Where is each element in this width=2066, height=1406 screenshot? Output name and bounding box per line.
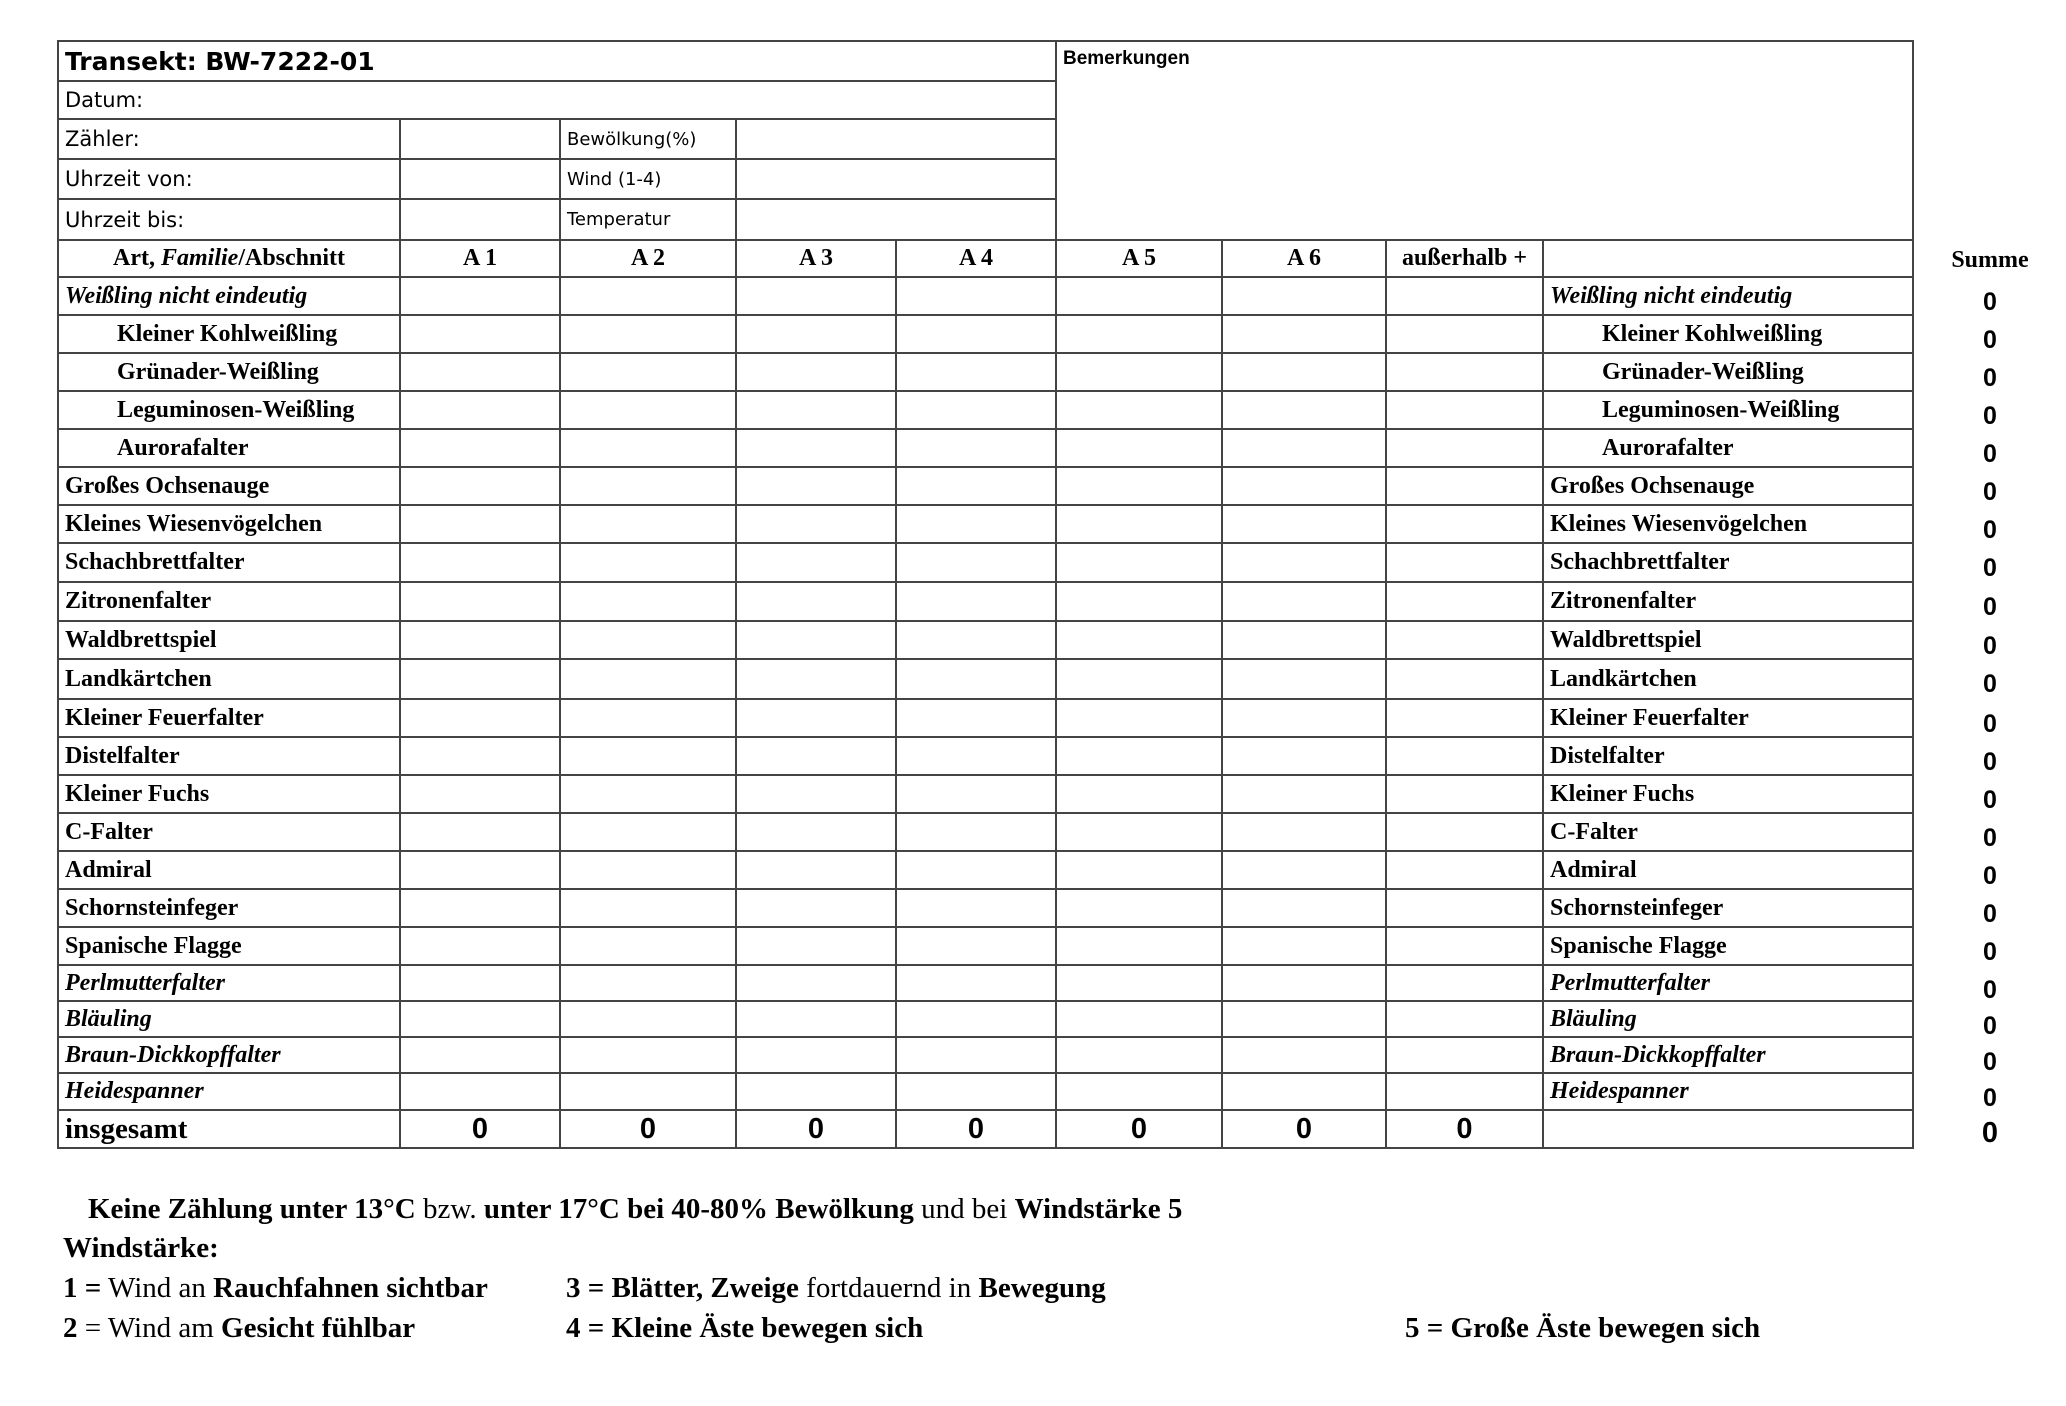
- count-cell-a1[interactable]: [400, 1073, 560, 1110]
- species-sum: 0: [1983, 748, 1997, 776]
- count-cell-a6[interactable]: [1222, 353, 1386, 391]
- count-cell-a2[interactable]: [560, 1037, 736, 1073]
- total-a3: 0: [736, 1110, 896, 1148]
- count-cell-a2[interactable]: [560, 429, 736, 467]
- species-row: [58, 659, 1913, 699]
- count-cell-a2[interactable]: [560, 659, 736, 699]
- species-name-repeat: Schornsteinfeger: [1543, 889, 1913, 927]
- count-cell-a6[interactable]: [1222, 505, 1386, 543]
- species-name-repeat: Aurorafalter: [1543, 429, 1913, 467]
- species-name: Kleiner Kohlweißling: [58, 315, 400, 353]
- species-sum: 0: [1983, 900, 1997, 928]
- count-cell-a1[interactable]: [400, 775, 560, 813]
- count-cell-ausserhalb[interactable]: [1386, 699, 1543, 737]
- transekt-title: Transekt: BW-7222-01: [58, 41, 1056, 81]
- count-cell-a2[interactable]: [560, 277, 736, 315]
- species-sum: 0: [1983, 1012, 1997, 1040]
- total-a1: 0: [400, 1110, 560, 1148]
- count-cell-a4[interactable]: [896, 505, 1056, 543]
- species-name: Braun-Dickkopffalter: [58, 1037, 400, 1073]
- species-name-repeat: Kleiner Feuerfalter: [1543, 699, 1913, 737]
- count-cell-a5[interactable]: [1056, 775, 1222, 813]
- species-name-repeat: Waldbrettspiel: [1543, 621, 1913, 659]
- count-cell-a3[interactable]: [736, 353, 896, 391]
- species-name: Schornsteinfeger: [58, 889, 400, 927]
- species-sum: 0: [1983, 632, 1997, 660]
- count-cell-a1[interactable]: [400, 965, 560, 1001]
- count-cell-a3[interactable]: [736, 851, 896, 889]
- wind-level-1: 1 = Wind an Rauchfahnen sichtbar: [63, 1272, 488, 1304]
- total-a6: 0: [1222, 1110, 1386, 1148]
- count-cell-a3[interactable]: [736, 775, 896, 813]
- count-cell-a3[interactable]: [736, 315, 896, 353]
- species-name: Waldbrettspiel: [58, 621, 400, 659]
- count-cell-a1[interactable]: [400, 391, 560, 429]
- count-cell-a5[interactable]: [1056, 429, 1222, 467]
- species-name-repeat: Kleiner Kohlweißling: [1543, 315, 1913, 353]
- species-name: Zitronenfalter: [58, 582, 400, 621]
- count-cell-a2[interactable]: [560, 391, 736, 429]
- species-row: [58, 813, 1913, 851]
- count-cell-a6[interactable]: [1222, 391, 1386, 429]
- count-cell-a4[interactable]: [896, 582, 1056, 621]
- count-cell-a4[interactable]: [896, 315, 1056, 353]
- count-cell-ausserhalb[interactable]: [1386, 813, 1543, 851]
- species-row: [58, 889, 1913, 927]
- species-name-repeat: Landkärtchen: [1543, 659, 1913, 699]
- art-column-header: Art, Familie/Abschnitt: [58, 240, 400, 277]
- count-cell-a6[interactable]: [1222, 813, 1386, 851]
- species-name: Kleines Wiesenvögelchen: [58, 505, 400, 543]
- count-cell-ausserhalb[interactable]: [1386, 659, 1543, 699]
- species-name-repeat: Leguminosen-Weißling: [1543, 391, 1913, 429]
- count-cell-a4[interactable]: [896, 277, 1056, 315]
- species-row: [58, 621, 1913, 659]
- count-cell-a3[interactable]: [736, 889, 896, 927]
- count-cell-a6[interactable]: [1222, 543, 1386, 582]
- count-cell-a2[interactable]: [560, 1073, 736, 1110]
- species-name-repeat: Spanische Flagge: [1543, 927, 1913, 965]
- count-cell-ausserhalb[interactable]: [1386, 965, 1543, 1001]
- count-cell-a3[interactable]: [736, 467, 896, 505]
- windstaerke-heading: Windstärke:: [63, 1232, 219, 1264]
- species-row: [58, 1037, 1913, 1073]
- count-cell-a4[interactable]: [896, 775, 1056, 813]
- count-cell-a5[interactable]: [1056, 505, 1222, 543]
- count-cell-a1[interactable]: [400, 429, 560, 467]
- count-cell-a6[interactable]: [1222, 467, 1386, 505]
- count-cell-a6[interactable]: [1222, 851, 1386, 889]
- count-cell-a5[interactable]: [1056, 965, 1222, 1001]
- species-name-repeat: Weißling nicht eindeutig: [1543, 277, 1913, 315]
- species-sum: 0: [1983, 1084, 1997, 1112]
- count-cell-a2[interactable]: [560, 543, 736, 582]
- species-name-repeat: Heidespanner: [1543, 1073, 1913, 1110]
- species-sum: 0: [1983, 554, 1997, 582]
- a3-column-header: A 3: [736, 240, 896, 277]
- count-cell-a2[interactable]: [560, 965, 736, 1001]
- species-name: Perlmutterfalter: [58, 965, 400, 1001]
- count-cell-a3[interactable]: [736, 927, 896, 965]
- count-cell-a2[interactable]: [560, 1001, 736, 1037]
- count-cell-a2[interactable]: [560, 737, 736, 775]
- species-name: C-Falter: [58, 813, 400, 851]
- count-cell-ausserhalb[interactable]: [1386, 353, 1543, 391]
- species-row: [58, 315, 1913, 353]
- count-cell-a5[interactable]: [1056, 315, 1222, 353]
- count-cell-a4[interactable]: [896, 353, 1056, 391]
- count-cell-a2[interactable]: [560, 582, 736, 621]
- count-cell-a4[interactable]: [896, 659, 1056, 699]
- count-cell-ausserhalb[interactable]: [1386, 505, 1543, 543]
- count-cell-a4[interactable]: [896, 737, 1056, 775]
- totals-label: insgesamt: [58, 1110, 400, 1148]
- species-row: [58, 851, 1913, 889]
- count-cell-a1[interactable]: [400, 582, 560, 621]
- species-row: [58, 965, 1913, 1001]
- species-row: [58, 582, 1913, 621]
- species-row: [58, 429, 1913, 467]
- species-name: Aurorafalter: [58, 429, 400, 467]
- count-cell-a3[interactable]: [736, 1037, 896, 1073]
- count-cell-ausserhalb[interactable]: [1386, 429, 1543, 467]
- ausserhalb-column-header: außerhalb +: [1386, 240, 1543, 277]
- species-name-repeat: Schachbrettfalter: [1543, 543, 1913, 582]
- count-cell-a6[interactable]: [1222, 1073, 1386, 1110]
- count-cell-a6[interactable]: [1222, 621, 1386, 659]
- a2-column-header: A 2: [560, 240, 736, 277]
- count-cell-a5[interactable]: [1056, 851, 1222, 889]
- count-cell-a4[interactable]: [896, 391, 1056, 429]
- count-cell-a6[interactable]: [1222, 659, 1386, 699]
- species-sum: 0: [1983, 402, 1997, 430]
- species-sum: 0: [1983, 1048, 1997, 1076]
- count-cell-a2[interactable]: [560, 927, 736, 965]
- count-cell-ausserhalb[interactable]: [1386, 315, 1543, 353]
- count-cell-a1[interactable]: [400, 277, 560, 315]
- species-name-repeat: Braun-Dickkopffalter: [1543, 1037, 1913, 1073]
- species-sum: 0: [1983, 938, 1997, 966]
- species-name: Schachbrettfalter: [58, 543, 400, 582]
- totals-empty: [1543, 1110, 1913, 1148]
- count-cell-ausserhalb[interactable]: [1386, 277, 1543, 315]
- species-sum: 0: [1983, 288, 1997, 316]
- count-cell-a2[interactable]: [560, 813, 736, 851]
- count-cell-a6[interactable]: [1222, 965, 1386, 1001]
- species-name: Landkärtchen: [58, 659, 400, 699]
- count-cell-ausserhalb[interactable]: [1386, 621, 1543, 659]
- count-cell-a2[interactable]: [560, 851, 736, 889]
- count-cell-ausserhalb[interactable]: [1386, 1001, 1543, 1037]
- count-cell-a1[interactable]: [400, 353, 560, 391]
- species-sum: 0: [1983, 593, 1997, 621]
- repeat-name-column-header: [1543, 240, 1913, 277]
- count-cell-a5[interactable]: [1056, 467, 1222, 505]
- species-name: Admiral: [58, 851, 400, 889]
- uhrzeit-bis-label: Uhrzeit bis:: [58, 199, 400, 240]
- count-cell-a4[interactable]: [896, 429, 1056, 467]
- count-cell-a4[interactable]: [896, 1001, 1056, 1037]
- count-cell-a3[interactable]: [736, 1001, 896, 1037]
- count-cell-a2[interactable]: [560, 353, 736, 391]
- count-cell-a6[interactable]: [1222, 1037, 1386, 1073]
- count-cell-a2[interactable]: [560, 621, 736, 659]
- species-name-repeat: C-Falter: [1543, 813, 1913, 851]
- bewoelkung-label: Bewölkung(%): [560, 119, 736, 159]
- species-row: [58, 505, 1913, 543]
- count-cell-ausserhalb[interactable]: [1386, 1073, 1543, 1110]
- count-cell-a3[interactable]: [736, 429, 896, 467]
- species-row: [58, 775, 1913, 813]
- species-name: Kleiner Fuchs: [58, 775, 400, 813]
- species-sum: 0: [1983, 516, 1997, 544]
- species-name-repeat: Grünader-Weißling: [1543, 353, 1913, 391]
- count-cell-a1[interactable]: [400, 889, 560, 927]
- species-name-repeat: Bläuling: [1543, 1001, 1913, 1037]
- total-a4: 0: [896, 1110, 1056, 1148]
- count-cell-a2[interactable]: [560, 315, 736, 353]
- uhrzeit-bis-input[interactable]: [400, 199, 560, 240]
- count-cell-a6[interactable]: [1222, 582, 1386, 621]
- count-cell-a5[interactable]: [1056, 1001, 1222, 1037]
- count-cell-a3[interactable]: [736, 582, 896, 621]
- count-cell-a3[interactable]: [736, 277, 896, 315]
- count-cell-ausserhalb[interactable]: [1386, 543, 1543, 582]
- count-cell-a6[interactable]: [1222, 889, 1386, 927]
- count-cell-a5[interactable]: [1056, 277, 1222, 315]
- count-cell-a1[interactable]: [400, 851, 560, 889]
- species-name-repeat: Großes Ochsenauge: [1543, 467, 1913, 505]
- count-cell-a6[interactable]: [1222, 737, 1386, 775]
- count-cell-a4[interactable]: [896, 1037, 1056, 1073]
- count-cell-a3[interactable]: [736, 1073, 896, 1110]
- species-name-repeat: Perlmutterfalter: [1543, 965, 1913, 1001]
- wind-input[interactable]: [736, 159, 1056, 199]
- wind-level-2: 2 = Wind am Gesicht fühlbar: [63, 1312, 416, 1344]
- species-row: [58, 353, 1913, 391]
- count-cell-a5[interactable]: [1056, 1073, 1222, 1110]
- count-cell-a6[interactable]: [1222, 927, 1386, 965]
- species-sum: 0: [1983, 786, 1997, 814]
- species-name-repeat: Zitronenfalter: [1543, 582, 1913, 621]
- species-sum: 0: [1983, 862, 1997, 890]
- species-name: Bläuling: [58, 1001, 400, 1037]
- count-cell-a6[interactable]: [1222, 315, 1386, 353]
- species-row: [58, 1073, 1913, 1110]
- temperatur-label: Temperatur: [560, 199, 736, 240]
- count-cell-a4[interactable]: [896, 889, 1056, 927]
- count-cell-a5[interactable]: [1056, 391, 1222, 429]
- count-cell-a1[interactable]: [400, 505, 560, 543]
- count-cell-a1[interactable]: [400, 813, 560, 851]
- temperatur-input[interactable]: [736, 199, 1056, 240]
- count-cell-a1[interactable]: [400, 927, 560, 965]
- count-cell-a3[interactable]: [736, 699, 896, 737]
- species-sum: 0: [1983, 824, 1997, 852]
- count-cell-ausserhalb[interactable]: [1386, 582, 1543, 621]
- count-cell-ausserhalb[interactable]: [1386, 737, 1543, 775]
- count-cell-a4[interactable]: [896, 965, 1056, 1001]
- species-row: [58, 1001, 1913, 1037]
- count-cell-a5[interactable]: [1056, 353, 1222, 391]
- count-cell-a6[interactable]: [1222, 277, 1386, 315]
- count-cell-a6[interactable]: [1222, 429, 1386, 467]
- totals-row: [58, 1110, 1913, 1148]
- count-cell-a5[interactable]: [1056, 582, 1222, 621]
- wind-level-3: 3 = Blätter, Zweige fortdauernd in Bewegung: [566, 1272, 1106, 1304]
- count-cell-a3[interactable]: [736, 505, 896, 543]
- species-row: [58, 277, 1913, 315]
- total-ausserhalb: 0: [1386, 1110, 1543, 1148]
- species-sum: 0: [1983, 976, 1997, 1004]
- count-cell-a1[interactable]: [400, 1001, 560, 1037]
- species-sum: 0: [1983, 326, 1997, 354]
- count-cell-a2[interactable]: [560, 889, 736, 927]
- count-cell-a5[interactable]: [1056, 927, 1222, 965]
- count-cell-a5[interactable]: [1056, 621, 1222, 659]
- note-conditions: Keine Zählung unter 13°C bzw. unter 17°C bei 40-80% Bewölkung und bei Windstärke 5: [88, 1193, 1183, 1225]
- count-cell-ausserhalb[interactable]: [1386, 1037, 1543, 1073]
- wind-level-4: 4 = Kleine Äste bewegen sich: [566, 1312, 924, 1344]
- count-cell-a1[interactable]: [400, 543, 560, 582]
- datum-field[interactable]: Datum:: [58, 81, 1056, 119]
- zaehler-label: Zähler:: [58, 119, 400, 159]
- species-name: Leguminosen-Weißling: [58, 391, 400, 429]
- species-sum: 0: [1983, 710, 1997, 738]
- count-cell-a1[interactable]: [400, 737, 560, 775]
- summe-column-header: Summe: [1951, 247, 2029, 273]
- bemerkungen-field[interactable]: Bemerkungen: [1056, 41, 1913, 240]
- count-cell-a4[interactable]: [896, 621, 1056, 659]
- species-name: Heidespanner: [58, 1073, 400, 1110]
- count-cell-a1[interactable]: [400, 659, 560, 699]
- count-cell-a3[interactable]: [736, 621, 896, 659]
- species-sum: 0: [1983, 440, 1997, 468]
- count-cell-a1[interactable]: [400, 315, 560, 353]
- wind-label: Wind (1-4): [560, 159, 736, 199]
- count-cell-a5[interactable]: [1056, 1037, 1222, 1073]
- count-cell-ausserhalb[interactable]: [1386, 391, 1543, 429]
- count-cell-a5[interactable]: [1056, 659, 1222, 699]
- count-cell-a6[interactable]: [1222, 1001, 1386, 1037]
- total-a5: 0: [1056, 1110, 1222, 1148]
- count-cell-a4[interactable]: [896, 851, 1056, 889]
- count-cell-a3[interactable]: [736, 391, 896, 429]
- species-name: Spanische Flagge: [58, 927, 400, 965]
- species-name: Grünader-Weißling: [58, 353, 400, 391]
- count-cell-a4[interactable]: [896, 813, 1056, 851]
- species-name-repeat: Kleiner Fuchs: [1543, 775, 1913, 813]
- species-row: [58, 467, 1913, 505]
- count-cell-a4[interactable]: [896, 1073, 1056, 1110]
- count-cell-a1[interactable]: [400, 1037, 560, 1073]
- species-name: Distelfalter: [58, 737, 400, 775]
- count-cell-a6[interactable]: [1222, 775, 1386, 813]
- count-cell-ausserhalb[interactable]: [1386, 467, 1543, 505]
- count-cell-a2[interactable]: [560, 505, 736, 543]
- species-name-repeat: Distelfalter: [1543, 737, 1913, 775]
- a1-column-header: A 1: [400, 240, 560, 277]
- a4-column-header: A 4: [896, 240, 1056, 277]
- a6-column-header: A 6: [1222, 240, 1386, 277]
- wind-level-5: 5 = Große Äste bewegen sich: [1405, 1312, 1761, 1344]
- species-row: [58, 391, 1913, 429]
- count-cell-a1[interactable]: [400, 699, 560, 737]
- count-cell-a3[interactable]: [736, 965, 896, 1001]
- species-name: Kleiner Feuerfalter: [58, 699, 400, 737]
- count-cell-a6[interactable]: [1222, 699, 1386, 737]
- count-cell-a4[interactable]: [896, 467, 1056, 505]
- count-cell-a4[interactable]: [896, 699, 1056, 737]
- count-cell-a2[interactable]: [560, 775, 736, 813]
- count-cell-a1[interactable]: [400, 467, 560, 505]
- count-cell-a3[interactable]: [736, 659, 896, 699]
- count-cell-ausserhalb[interactable]: [1386, 851, 1543, 889]
- species-name-repeat: Admiral: [1543, 851, 1913, 889]
- count-cell-a5[interactable]: [1056, 889, 1222, 927]
- species-name: Weißling nicht eindeutig: [58, 277, 400, 315]
- count-sheet-table: [57, 40, 1914, 1149]
- species-sum: 0: [1983, 670, 1997, 698]
- count-cell-a5[interactable]: [1056, 699, 1222, 737]
- count-cell-ausserhalb[interactable]: [1386, 927, 1543, 965]
- count-cell-a1[interactable]: [400, 621, 560, 659]
- count-cell-a2[interactable]: [560, 699, 736, 737]
- species-name: Großes Ochsenauge: [58, 467, 400, 505]
- count-cell-a3[interactable]: [736, 813, 896, 851]
- count-cell-a5[interactable]: [1056, 737, 1222, 775]
- uhrzeit-von-label: Uhrzeit von:: [58, 159, 400, 199]
- a5-column-header: A 5: [1056, 240, 1222, 277]
- species-sum: 0: [1983, 364, 1997, 392]
- count-cell-a3[interactable]: [736, 543, 896, 582]
- grand-total: 0: [1981, 1117, 1999, 1149]
- species-name-repeat: Kleines Wiesenvögelchen: [1543, 505, 1913, 543]
- species-row: [58, 543, 1913, 582]
- species-sum: 0: [1983, 478, 1997, 506]
- zaehler-input[interactable]: [400, 119, 560, 159]
- species-row: [58, 737, 1913, 775]
- count-cell-a2[interactable]: [560, 467, 736, 505]
- count-cell-ausserhalb[interactable]: [1386, 889, 1543, 927]
- count-cell-a4[interactable]: [896, 543, 1056, 582]
- count-cell-a5[interactable]: [1056, 543, 1222, 582]
- uhrzeit-von-input[interactable]: [400, 159, 560, 199]
- count-cell-a4[interactable]: [896, 927, 1056, 965]
- count-cell-ausserhalb[interactable]: [1386, 775, 1543, 813]
- count-cell-a5[interactable]: [1056, 813, 1222, 851]
- count-cell-a3[interactable]: [736, 737, 896, 775]
- species-row: [58, 699, 1913, 737]
- total-a2: 0: [560, 1110, 736, 1148]
- bewoelkung-input[interactable]: [736, 119, 1056, 159]
- species-row: [58, 927, 1913, 965]
